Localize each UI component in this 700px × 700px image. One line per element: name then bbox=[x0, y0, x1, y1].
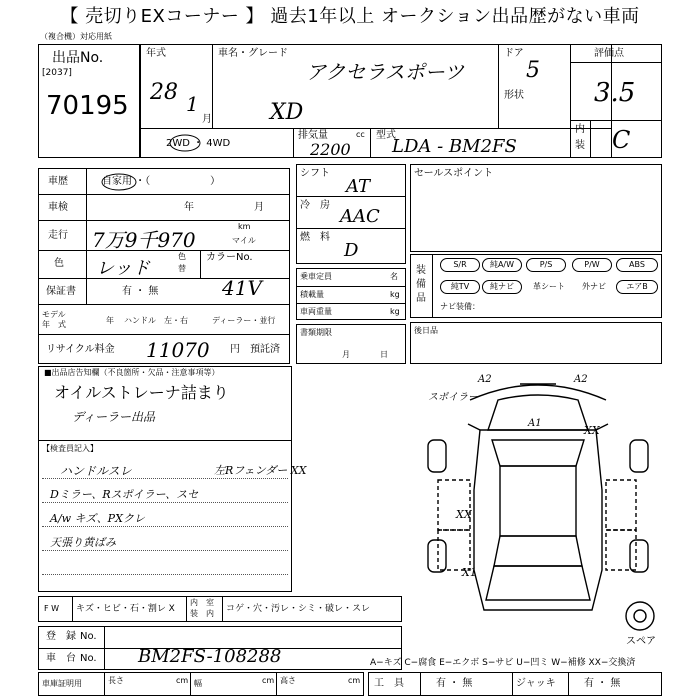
inspector-line4: 天張り黄ばみ bbox=[50, 536, 116, 549]
interior-footer-label-1: 内 室 bbox=[190, 598, 214, 607]
equip-chip-aw: 純A/W bbox=[482, 258, 522, 272]
warranty-value: 有 ・ 無 bbox=[122, 286, 159, 297]
history-label: 車歴 bbox=[48, 176, 68, 187]
handle-label: ハンドル 左・右 bbox=[124, 316, 188, 325]
diagram-label-a2-right: A2 bbox=[574, 374, 588, 385]
color-no-value: 41V bbox=[222, 276, 262, 300]
inspector-line1: ハンドルスレ bbox=[60, 464, 132, 478]
shape-label: 形状 bbox=[504, 90, 524, 101]
banner-title: 【 売切りEXコーナー 】 過去1年以上 オークション出品歴がない車両 bbox=[60, 6, 640, 27]
car-damage-diagram bbox=[410, 370, 666, 646]
width-label: 幅 bbox=[194, 679, 202, 688]
equip-chip-pw: P/W bbox=[572, 258, 612, 272]
inspector-line2: Dミラー、Rスポイラー、スセ bbox=[50, 488, 199, 501]
inspection-year: 年 bbox=[184, 202, 194, 213]
doors-value: 5 bbox=[526, 58, 540, 83]
lot-number: 70195 bbox=[46, 91, 129, 121]
equip-chip-abs: ABS bbox=[616, 258, 658, 272]
ac-value: AAC bbox=[340, 206, 380, 227]
load-label: 積載量 bbox=[300, 290, 324, 299]
shift-value: AT bbox=[346, 176, 371, 197]
height-unit: cm bbox=[348, 676, 361, 685]
grade: XD bbox=[270, 100, 304, 125]
recycle-unit: 円 預託済 bbox=[230, 344, 280, 355]
report-line2: ディーラー出品 bbox=[72, 410, 156, 424]
diagram-label-x1: X1 bbox=[462, 566, 477, 579]
dealer-label: ディーラー・並行 bbox=[212, 316, 276, 325]
mileage-unit-km: km bbox=[238, 222, 251, 231]
lot-label: 出品No. bbox=[52, 50, 104, 66]
len-unit: cm bbox=[176, 676, 189, 685]
report-label: ■出品店告知欄（不良箇所・欠品・注意事項等） bbox=[44, 368, 220, 377]
jack-label: ジャッキ bbox=[516, 678, 556, 689]
inspection-label: 車検 bbox=[48, 202, 68, 213]
inspector-line1b: 左Rフェンダー XX bbox=[214, 464, 307, 477]
doors-label: ドア bbox=[504, 48, 524, 59]
fw-options: キズ・ヒビ・石・割レ X bbox=[76, 604, 175, 614]
chassis-label: 車 台 bbox=[46, 653, 76, 664]
model-year-unit: 年 bbox=[106, 316, 114, 325]
cert-label: 車庫証明用 bbox=[42, 679, 82, 688]
displacement-value: 2200 bbox=[310, 140, 351, 159]
interior-label-2: 装 bbox=[575, 140, 585, 151]
model-label: 車名・グレード bbox=[218, 48, 288, 59]
inspector-line3: A/w キズ、PXクレ bbox=[50, 512, 145, 525]
height-label: 高さ bbox=[280, 676, 296, 685]
model-year-label-1: モデル bbox=[42, 310, 66, 319]
capacity-unit: 名 bbox=[390, 272, 398, 281]
weight-unit: kg bbox=[390, 307, 400, 316]
len-label: 長さ bbox=[108, 676, 124, 685]
docs-month: 月 bbox=[342, 350, 350, 359]
type-label: 型式 bbox=[376, 130, 396, 141]
equipment-label: 装 備 品 bbox=[416, 265, 436, 304]
equip-chip-airbag: エアB bbox=[616, 280, 658, 294]
recycle-label: リサイクル料金 bbox=[46, 344, 115, 355]
history-value: 自家用 ・（ ） bbox=[102, 176, 221, 187]
year-label: 年式 bbox=[146, 48, 166, 59]
width-unit: cm bbox=[262, 676, 275, 685]
fw-label: F W bbox=[44, 604, 60, 613]
interior-options: コゲ・穴・汚レ・シミ・破レ・スレ bbox=[226, 604, 371, 614]
score-label: 評価点 bbox=[594, 48, 624, 59]
year-value: 28 bbox=[150, 80, 178, 105]
jack-value: 有 ・ 無 bbox=[584, 678, 621, 689]
arrival-box bbox=[410, 322, 662, 364]
capacity-label: 乗車定員 bbox=[300, 272, 332, 281]
equip-chip-ext-navi: 外ナビ bbox=[582, 282, 606, 291]
report-line1: オイルストレーナ詰まり bbox=[54, 383, 229, 402]
interior-value: C bbox=[612, 126, 631, 154]
inspector-label: 【検査員記入】 bbox=[42, 444, 98, 453]
ac-label: 冷 房 bbox=[300, 200, 330, 211]
model-name: アクセラスポーツ bbox=[306, 60, 464, 84]
drive-circle-mark bbox=[168, 132, 202, 154]
drive-options: 2WD ・ 4WD bbox=[166, 138, 231, 149]
damage-legend: A−キズ C−腐食 E−エクボ S−サビ U−凹ミ W−補修 XX−交換済 bbox=[370, 658, 636, 668]
interior-label-1: 内 bbox=[575, 124, 585, 135]
history-circle-mark bbox=[100, 172, 138, 192]
sub-note: （複合機）対応用紙 bbox=[40, 32, 112, 41]
sales-point-label: セールスポイント bbox=[414, 168, 494, 179]
equip-chip-navi: 純ナビ bbox=[482, 280, 522, 294]
interior-footer-label-2: 装 内 bbox=[190, 609, 214, 618]
shift-label: シフト bbox=[300, 168, 330, 179]
fuel-label: 燃 料 bbox=[300, 232, 330, 243]
diagram-label-a1: A1 bbox=[528, 418, 542, 429]
tools-value: 有 ・ 無 bbox=[436, 678, 473, 689]
mileage-label: 走行 bbox=[48, 230, 68, 241]
month-unit: 月 bbox=[202, 114, 212, 125]
color-no-label: カラーNo. bbox=[206, 252, 253, 263]
diagram-label-spoiler: スポイラー bbox=[428, 392, 478, 403]
docs-label: 書類期限 bbox=[300, 328, 332, 337]
tools-label: 工 具 bbox=[374, 678, 404, 689]
lot-code: [2037] bbox=[42, 68, 72, 78]
color-change-label-2: 替 bbox=[178, 264, 186, 273]
color-change-label-1: 色 bbox=[178, 252, 186, 261]
mileage-value: 7万9千970 bbox=[92, 228, 196, 252]
mileage-unit-mile: マイル bbox=[232, 236, 256, 245]
arrival-label: 後日品 bbox=[414, 326, 438, 335]
equip-chip-ps: P/S bbox=[526, 258, 566, 272]
month-value: 1 bbox=[186, 92, 199, 116]
reg-suffix: No. bbox=[80, 631, 97, 642]
recycle-value: 11070 bbox=[146, 338, 210, 362]
load-unit: kg bbox=[390, 290, 400, 299]
type-value: LDA - BM2FS bbox=[392, 136, 517, 157]
displacement-label: 排気量 bbox=[298, 130, 328, 141]
navi-label: ナビ装備： bbox=[440, 302, 480, 311]
equip-chip-sr: S/R bbox=[440, 258, 480, 272]
equip-chip-tv: 純TV bbox=[440, 280, 480, 294]
docs-day: 日 bbox=[380, 350, 388, 359]
diagram-label-xx-left: XX bbox=[456, 508, 472, 521]
reg-label: 登 録 bbox=[46, 631, 76, 642]
displacement-unit: cc bbox=[356, 130, 365, 139]
model-year-label-2: 年 式 bbox=[42, 320, 66, 329]
spare-label: スペア bbox=[626, 636, 656, 647]
score-value: 3.5 bbox=[594, 78, 636, 108]
inspection-month: 月 bbox=[254, 202, 264, 213]
chassis-suffix: No. bbox=[80, 653, 97, 664]
fuel-value: D bbox=[344, 240, 359, 261]
color-label: 色 bbox=[54, 258, 64, 269]
diagram-label-a2-left: A2 bbox=[478, 374, 492, 385]
warranty-label: 保証書 bbox=[46, 286, 76, 297]
color-value: レッド bbox=[96, 258, 150, 279]
equip-chip-leather: 革シート bbox=[533, 282, 565, 291]
weight-label: 車両重量 bbox=[300, 307, 332, 316]
chassis-value: BM2FS-108288 bbox=[138, 646, 282, 667]
diagram-label-xx-right: XX bbox=[584, 424, 600, 437]
